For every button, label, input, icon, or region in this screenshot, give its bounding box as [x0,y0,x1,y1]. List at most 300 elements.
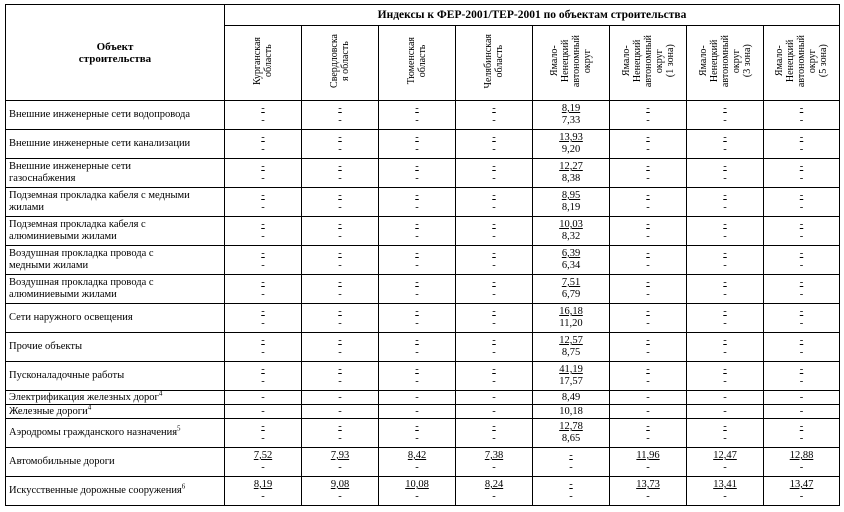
index-cell [764,188,840,217]
column-header-label: Ямало- Ненецкий автономный округ [549,34,593,88]
index-denominator: - [569,491,573,502]
index-numerator: 7,93 [330,450,350,461]
index-numerator: - [415,277,419,288]
index-denominator: - [261,347,265,358]
index-denominator: - [338,376,342,387]
index-denominator: - [415,260,419,271]
index-cell [533,448,610,477]
index-denominator: 9,20 [561,144,581,155]
index-cell [379,159,456,188]
index-cell [610,159,687,188]
index-numerator: - [799,364,804,375]
index-cell [379,419,456,448]
index-cell [456,101,533,130]
row-object-name-text: Внешние инженерные сети водопровода [9,109,191,120]
index-numerator: - [338,248,342,259]
column-header-label: Челябинская область [483,33,505,89]
index-numerator: - [646,190,650,201]
index-cell [225,391,302,405]
index-denominator: - [261,115,265,126]
table-body [6,101,840,506]
index-numerator: - [338,421,342,432]
index-cell [687,246,764,275]
index-numerator: - [261,190,265,201]
index-value: - [261,391,265,403]
index-cell [456,419,533,448]
index-numerator: - [723,248,727,259]
row-object-name [6,159,225,188]
index-numerator: - [261,306,265,317]
row-object-name [6,477,225,506]
index-cell [379,246,456,275]
column-header-6 [610,26,687,101]
index-numerator: - [799,103,804,114]
index-cell [379,333,456,362]
index-denominator: - [492,260,496,271]
index-numerator: - [338,277,342,288]
index-cell [225,362,302,391]
index-cell [302,391,379,405]
index-cell [533,477,610,506]
table-row [6,217,840,246]
object-column-header-text: Объект строительства [78,40,152,65]
row-object-name-text: Искусственные дорожные сооружения [9,485,182,496]
index-numerator: 10,08 [405,479,429,490]
index-denominator: - [646,231,650,242]
index-cell [225,159,302,188]
index-numerator: - [799,219,804,230]
index-denominator: 8,19 [561,202,581,213]
index-denominator: - [261,260,265,271]
row-object-name-text: Подземная прокладка кабеля с медными жилами [9,190,190,213]
row-object-name [6,391,225,405]
table-row [6,405,840,419]
index-value: - [646,391,650,403]
index-numerator: - [646,421,650,432]
table-row [6,275,840,304]
index-cell [225,101,302,130]
row-object-name [6,362,225,391]
index-denominator: - [415,231,419,242]
column-header-5 [533,26,610,101]
index-cell [379,477,456,506]
index-numerator: - [415,190,419,201]
row-object-name-text: Электрификация железных дорог [9,391,159,403]
index-denominator: - [646,202,650,213]
index-cell [687,405,764,419]
index-numerator: 7,38 [484,450,504,461]
index-cell [610,448,687,477]
index-numerator: - [415,335,419,346]
index-denominator: - [492,202,496,213]
index-numerator: 8,95 [561,190,581,201]
index-numerator: 10,03 [559,219,583,230]
index-numerator: 12,47 [713,450,737,461]
index-numerator: - [261,421,265,432]
index-numerator: 7,51 [561,277,581,288]
index-cell [687,130,764,159]
index-cell [764,101,840,130]
index-denominator: - [415,462,419,473]
index-cell [687,477,764,506]
index-denominator: - [415,376,419,387]
row-object-name-text: Аэродромы гражданского назначения [9,427,178,438]
index-denominator: - [492,491,496,502]
index-denominator: - [338,318,342,329]
column-header-3 [379,26,456,101]
index-cell [610,477,687,506]
index-cell [225,304,302,333]
index-denominator: - [799,289,804,300]
index-cell [456,217,533,246]
index-numerator: - [492,161,496,172]
index-value: - [799,391,804,403]
index-numerator: - [492,364,496,375]
index-cell [610,188,687,217]
index-value: - [799,405,804,417]
index-numerator: - [492,190,496,201]
index-denominator: 8,32 [561,231,581,242]
index-numerator: 13,41 [713,479,737,490]
index-cell [456,159,533,188]
index-numerator: - [646,335,650,346]
row-object-name-text: Подземная прокладка кабеля с алюминиевыми жилами [9,219,146,242]
index-denominator: - [338,433,342,444]
index-denominator: - [723,202,727,213]
index-cell [533,159,610,188]
index-denominator: - [799,462,804,473]
column-header-label: Курганская область [252,37,274,85]
index-numerator: - [646,306,650,317]
index-cell [610,405,687,419]
index-cell [610,362,687,391]
index-numerator: - [723,161,727,172]
index-denominator: - [492,231,496,242]
row-object-name [6,275,225,304]
index-numerator: - [492,306,496,317]
index-cell [687,188,764,217]
footnote-mark: 6 [181,482,186,491]
index-cell [379,130,456,159]
index-denominator: - [261,289,265,300]
index-cell [687,448,764,477]
index-cell [379,405,456,419]
index-cell [302,188,379,217]
index-numerator: - [569,479,573,490]
index-denominator: - [799,173,804,184]
index-cell [379,362,456,391]
index-denominator: - [646,115,650,126]
index-denominator: - [723,173,727,184]
index-numerator: - [799,306,804,317]
index-numerator: - [723,103,727,114]
index-numerator: - [646,103,650,114]
index-denominator: - [799,491,804,502]
index-numerator: - [723,421,727,432]
index-denominator: - [415,347,419,358]
index-numerator: - [646,364,650,375]
index-cell [533,130,610,159]
index-numerator: - [723,335,727,346]
table-row [6,304,840,333]
index-numerator: - [646,161,650,172]
index-cell [225,477,302,506]
index-numerator: - [338,335,342,346]
index-cell [533,405,610,419]
row-object-name-text: Пусконаладочные работы [9,370,125,381]
index-cell [610,304,687,333]
table-row [6,391,840,405]
index-denominator: 11,20 [559,318,583,329]
index-value: - [338,405,342,417]
column-header-7 [687,26,764,101]
index-cell [456,333,533,362]
index-numerator: - [261,335,265,346]
index-value: - [723,405,727,417]
index-denominator: - [261,462,265,473]
index-denominator: - [799,376,804,387]
column-header-4 [456,26,533,101]
index-cell [456,188,533,217]
index-denominator: - [646,376,650,387]
footnote-mark: 4 [87,403,92,411]
index-numerator: - [492,335,496,346]
index-denominator: - [338,289,342,300]
index-cell [379,188,456,217]
index-denominator: 8,38 [561,173,581,184]
index-cell [379,304,456,333]
index-numerator: 12,27 [559,161,583,172]
row-object-name-text: Железные дороги [9,405,88,417]
index-numerator: - [261,248,265,259]
index-numerator: - [338,190,342,201]
index-cell [456,405,533,419]
index-numerator: 6,39 [561,248,581,259]
index-numerator: - [723,306,727,317]
index-numerator: - [415,161,419,172]
index-cell [456,246,533,275]
index-cell [225,333,302,362]
index-denominator: - [723,231,727,242]
index-cell [533,101,610,130]
index-cell [764,391,840,405]
table-title: Индексы к ФЕР-2001/ТЕР-2001 по объектам строительства [225,5,840,26]
index-denominator: - [646,260,650,271]
index-denominator: - [646,433,650,444]
index-cell [379,275,456,304]
index-numerator: - [415,364,419,375]
index-numerator: 7,52 [253,450,273,461]
index-cell [456,477,533,506]
index-cell [764,448,840,477]
index-numerator: - [569,450,573,461]
index-cell [610,391,687,405]
index-value: - [261,405,265,417]
row-object-name [6,246,225,275]
index-numerator: - [799,190,804,201]
index-cell [302,159,379,188]
index-numerator: - [338,161,342,172]
index-denominator: - [261,376,265,387]
index-cell [533,188,610,217]
table-row [6,246,840,275]
row-object-name [6,188,225,217]
index-denominator: 17,57 [559,376,583,387]
index-denominator: - [646,491,650,502]
index-denominator: - [261,173,265,184]
index-denominator: - [261,231,265,242]
index-denominator: - [799,260,804,271]
index-cell [610,130,687,159]
index-denominator: - [338,462,342,473]
index-denominator: - [646,144,650,155]
index-numerator: - [415,421,419,432]
index-cell [687,101,764,130]
index-cell [533,246,610,275]
index-numerator: - [492,132,496,143]
index-numerator: - [261,161,265,172]
index-denominator: - [338,260,342,271]
index-cell [533,419,610,448]
index-numerator: 12,88 [789,450,814,461]
index-cell [687,362,764,391]
column-header-1 [225,26,302,101]
index-numerator: 11,96 [636,450,660,461]
index-numerator: - [492,277,496,288]
index-value: - [723,391,727,403]
column-header-8 [764,26,840,101]
index-numerator: 13,93 [559,132,583,143]
index-cell [225,246,302,275]
row-object-name-text: Воздушная прокладка провода с медными жилами [9,248,154,271]
index-cell [610,333,687,362]
index-numerator: 12,57 [559,335,583,346]
index-numerator: - [799,132,804,143]
index-cell [687,304,764,333]
index-denominator: - [261,202,265,213]
index-cell [764,477,840,506]
footnote-mark: 5 [177,424,181,433]
index-numerator: - [492,219,496,230]
row-object-name-text: Сети наружного освещения [9,312,133,323]
index-denominator: - [492,144,496,155]
index-denominator: - [492,462,496,473]
index-denominator: - [261,491,265,502]
index-denominator: - [261,318,265,329]
index-denominator: - [492,347,496,358]
index-numerator: - [338,306,342,317]
index-cell [456,391,533,405]
index-cell [764,419,840,448]
index-denominator: - [492,173,496,184]
index-denominator: - [415,144,419,155]
index-cell [687,217,764,246]
index-denominator: - [415,433,419,444]
column-header-label: Ямало- Ненецкий автономный округ (5 зона) [774,34,830,88]
index-numerator: - [723,364,727,375]
index-cell [533,304,610,333]
index-numerator: - [415,103,419,114]
row-object-name-text: Автомобильные дороги [9,456,115,467]
index-denominator: - [799,347,804,358]
index-cell [533,362,610,391]
index-cell [456,304,533,333]
index-cell [610,275,687,304]
index-cell [302,362,379,391]
row-object-name [6,101,225,130]
index-numerator: 8,42 [407,450,427,461]
index-cell [687,391,764,405]
index-numerator: - [415,132,419,143]
index-numerator: - [261,132,265,143]
index-denominator: - [415,115,419,126]
index-cell [764,130,840,159]
index-table [5,4,840,506]
index-cell [764,217,840,246]
index-cell [764,333,840,362]
row-object-name-text: Прочие объекты [9,341,83,352]
index-cell [610,101,687,130]
index-cell [456,448,533,477]
index-numerator: - [799,248,804,259]
index-denominator: 8,75 [561,347,581,358]
table-row [6,159,840,188]
index-denominator: - [415,318,419,329]
index-cell [302,246,379,275]
index-cell [302,217,379,246]
index-numerator: - [338,219,342,230]
row-object-name [6,130,225,159]
index-numerator: - [723,219,727,230]
index-value: - [338,391,342,403]
index-denominator: - [723,260,727,271]
row-object-name [6,405,225,419]
index-denominator: - [646,462,650,473]
index-denominator: - [799,144,804,155]
index-cell [764,362,840,391]
index-numerator: 8,19 [561,103,581,114]
index-cell [764,304,840,333]
row-object-name [6,217,225,246]
index-denominator: - [799,231,804,242]
index-value: - [415,391,419,403]
index-numerator: - [723,190,727,201]
index-numerator: - [415,248,419,259]
index-denominator: - [338,231,342,242]
index-cell [225,448,302,477]
table-row [6,362,840,391]
index-denominator: - [723,433,727,444]
index-denominator: - [723,491,727,502]
index-cell [302,275,379,304]
index-numerator: - [492,103,496,114]
index-cell [610,246,687,275]
table-row [6,448,840,477]
index-cell [456,362,533,391]
index-numerator: - [415,219,419,230]
table-row [6,333,840,362]
index-numerator: - [415,306,419,317]
index-denominator: - [261,433,265,444]
table-row [6,101,840,130]
index-denominator: - [646,318,650,329]
index-denominator: - [338,144,342,155]
index-denominator: - [415,202,419,213]
index-numerator: - [723,277,727,288]
index-cell [302,405,379,419]
index-denominator: - [799,115,804,126]
index-value: - [415,405,419,417]
